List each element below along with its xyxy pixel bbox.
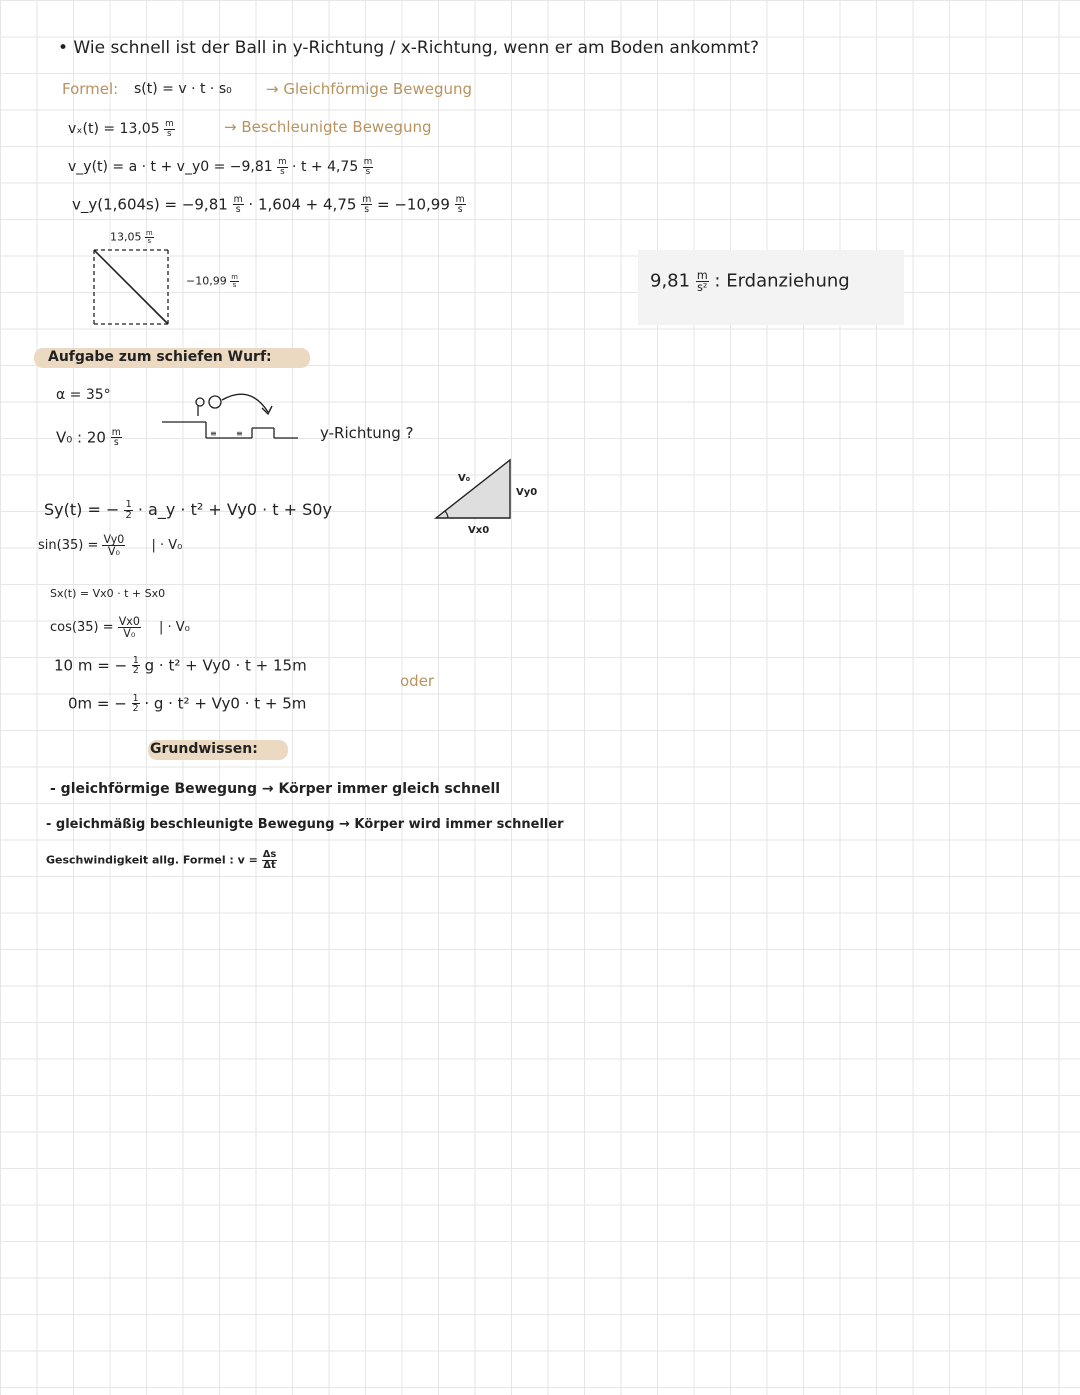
sx-formula: Sx(t) = Vx0 · t + Sx0 [50,587,166,600]
diagram-side-label: −10,99 $\frac{m}{s}$ [186,273,238,289]
angle-alpha: α = 35° [56,387,111,403]
sin-equation: sin(35) = $\frac{Vy0}{\text{V₀}}$ | · V₀ [38,533,183,559]
equation-1: 10 m = − $\frac{1}{2}$ g · t² + Vy0 · t + 15m [54,655,307,677]
basics-heading: Grundwissen: [150,741,258,757]
unit-fraction: $\frac{m}{s}$ [165,119,174,139]
triangle-vx0: Vx0 [468,525,490,536]
vy-expression: v_y(t) = a · t + v_y0 = −9,81 $\frac{m}{s}$ · t + 4,75 $\frac{m}{s}$ [68,157,373,177]
basics-line-2: - gleichmäßig beschleunigte Bewegung → Körper wird immer schneller [46,817,564,832]
formula-label: Formel: [62,80,119,98]
initial-velocity: V₀ : 20 $\frac{m}{s}$ [56,427,121,449]
sy-formula: Sy(t) = − $\frac{1}{2}$ · a_y · t² + Vy0 · t + S0y [44,499,332,521]
vx-value: vₓ(t) = 13,05 [68,121,160,138]
velocity-triangle [434,456,514,522]
task-heading: Aufgabe zum schiefen Wurf: [48,349,272,365]
y-direction-label: y-Richtung ? [320,424,414,442]
triangle-v0: V₀ [458,473,471,484]
vx-expression [68,120,175,138]
equation-2: 0m = − $\frac{1}{2}$ · g · t² + Vy0 · t + 5m [68,693,307,715]
vx-note: → Beschleunigte Bewegung [224,118,432,136]
basics-line-1: - gleichförmige Bewegung → Körper immer gleich schnell [50,781,501,797]
cos-equation: cos(35) = $\frac{Vx0}{\text{V₀}}$ | · V₀ [50,615,190,641]
formula-expression: s(t) = v · t · s₀ [134,81,232,97]
question-heading: • Wie schnell ist der Ball in y-Richtung / x-Richtung, wenn er am Boden ankommt? [58,38,760,58]
throw-sketch [160,390,300,446]
triangle-vy0: Vy0 [516,487,538,498]
velocity-diagram [88,246,178,328]
oder-label: oder [400,672,435,690]
svg-text:≡: ≡ [210,429,217,438]
diagram-top-label: 13,05 $\frac{m}{s}$ [110,229,153,245]
basics-line-3: Geschwindigkeit allg. Formel : v = $\frac{\Delta s}{\Delta t}$ [46,849,277,871]
svg-text:≡: ≡ [236,429,243,438]
sidenote: 9,81 $\frac{m}{\text{s²}}$ : Erdanziehung [650,269,850,295]
vy-calculation: v_y(1,604s) = −9,81 $\frac{m}{s}$ · 1,604 + 4,75 $\frac{m}{s}$ = −10,99 $\frac{m}{s}$ [72,194,465,216]
formula-note: → Gleichförmige Bewegung [266,80,473,98]
